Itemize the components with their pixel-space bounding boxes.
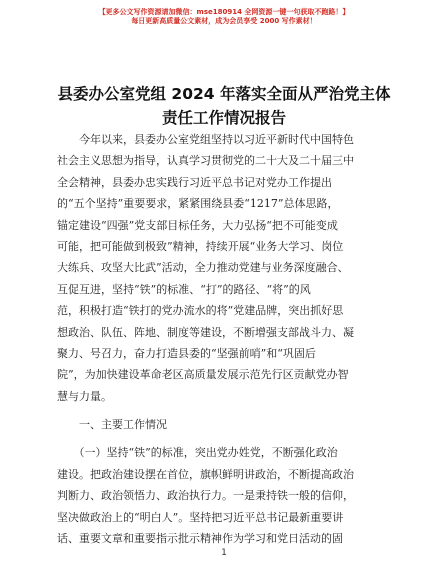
text-line: 慧与力量。 xyxy=(57,389,112,403)
promo-banner xyxy=(0,8,448,26)
promo-line-2: 每日更新高质量公文素材，成为会员享受 2000 写作素材！ xyxy=(131,17,317,25)
text-line: 话、重要文章和重要指示批示精神作为学习和党日活动的固 xyxy=(57,532,343,546)
text-line: 大练兵、攻坚大比武”活动，全力推动党建与业务深度融合、 xyxy=(57,261,349,275)
text-line: （一）坚持“铁”的标准，突出党办姓党，不断强化政治 xyxy=(57,446,338,460)
text-line: 建设。把政治建设摆在首位，旗帜鲜明讲政治，不断提高政治 xyxy=(57,467,354,481)
document-body xyxy=(57,129,393,549)
section-heading: 一、主要工作情况 xyxy=(57,418,167,432)
text-line: 坚决做政治上的“明白人”。坚持把习近平总书记最新重要讲 xyxy=(57,510,344,524)
text-line: 院”，为加快建设革命老区高质量发展示范先行区贡献党办智 xyxy=(57,368,349,382)
text-line: 可能，把可能做到极致”精神，持续开展“业务大学习、岗位 xyxy=(57,239,344,253)
text-line: 今年以来，县委办公室党组坚持以习近平新时代中国特色 xyxy=(57,133,354,146)
text-line: 锚定建设“四强”党支部目标任务，大力弘扬“把不可能变成 xyxy=(57,218,338,232)
text-line: 社会主义思想为指导，认真学习贯彻党的二十大及二十届三中 xyxy=(57,154,354,168)
text-line: 的“五个坚持”重要要求，紧紧围绕县委“1217”总体思路， xyxy=(57,197,339,211)
text-line: 聚力、号召力，奋力打造县委的“坚强前哨”和“巩固后 xyxy=(57,346,316,360)
text-line: 范，积极打造“铁打的党办流水的将”党建品牌，突出抓好思 xyxy=(57,304,344,318)
text-line: 想政治、队伍、阵地、制度等建设，不断增强支部战斗力、凝 xyxy=(57,325,354,339)
title-line-2: 责任工作情况报告 xyxy=(161,109,286,127)
title-line-1: 县委办公室党组 2024 年落实全面从严治党主体 xyxy=(57,85,391,103)
text-line: 互促互进，坚持“铁”的标准、“打”的路径、“将”的风 xyxy=(57,282,311,296)
text-line: 判断力、政治领悟力、政治执行力。一是秉持铁一般的信仰， xyxy=(57,489,354,503)
paragraph-political-building xyxy=(57,442,393,549)
text-line: 全会精神，县委办忠实践行习近平总书记对党办工作提出 xyxy=(57,175,332,189)
page-number: 1 xyxy=(221,548,227,558)
document-title xyxy=(44,82,404,130)
promo-line-1: 【更多公文写作资源请加微信：mse180914 全网资源一键一句获取不跑路！】 xyxy=(98,8,350,16)
paragraph-intro xyxy=(57,129,393,407)
